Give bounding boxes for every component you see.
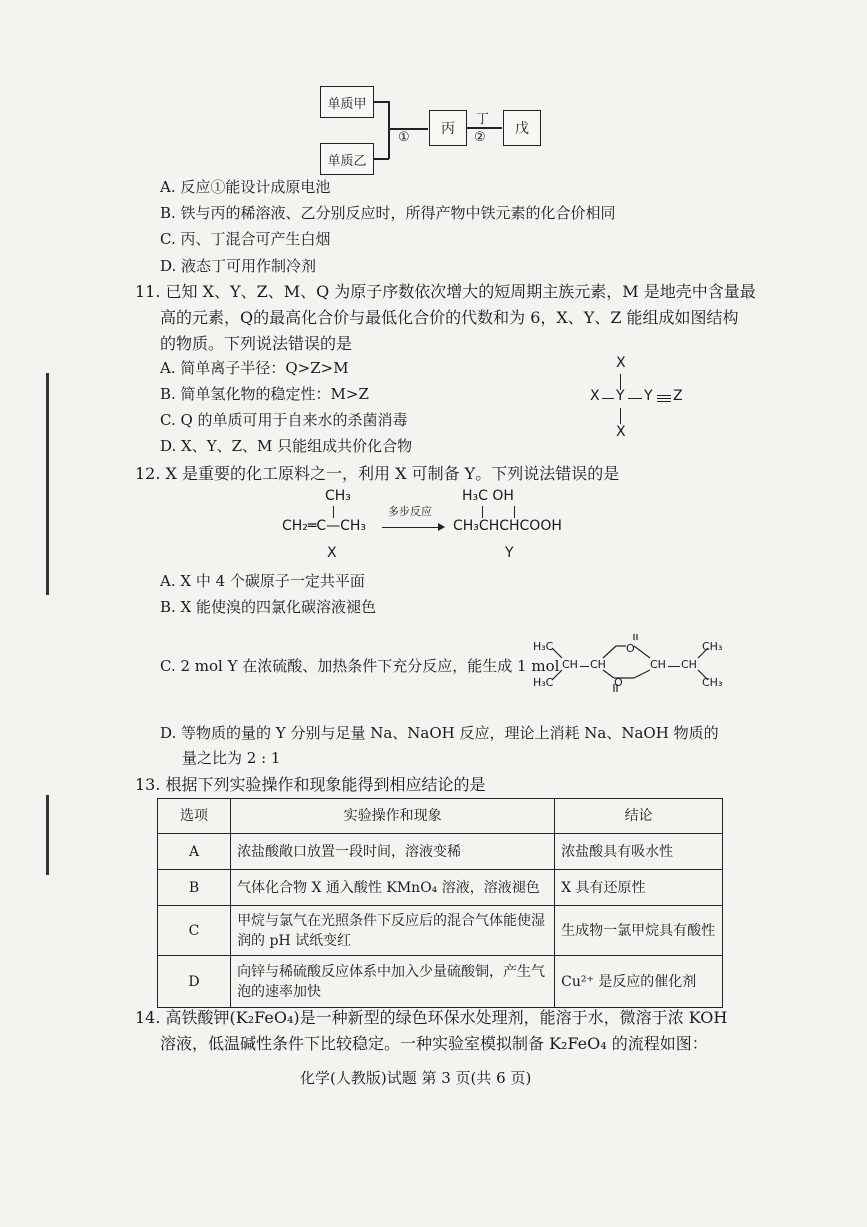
cell-operation: 甲烷与氯气在光照条件下反应后的混合气体能使湿润的 pH 试纸变红 (231, 906, 555, 956)
cell-conclusion: 浓盐酸具有吸水性 (555, 834, 723, 870)
connector (466, 127, 502, 129)
q11-option-c: C. Q 的单质可用于自来水的杀菌消毒 (160, 411, 408, 429)
header-operation: 实验操作和现象 (231, 799, 555, 834)
table-row (158, 870, 723, 906)
reaction-arrow (382, 527, 442, 528)
ring-methyl: CH₃ (702, 640, 723, 653)
atom-z: Z (673, 388, 683, 404)
atom-x-bottom: X (616, 424, 626, 440)
bond (482, 506, 483, 518)
bond (602, 398, 614, 399)
cell-operation: 浓盐酸敞口放置一段时间，溶液变稀 (231, 834, 555, 870)
box-compound-e: 戊 (503, 110, 541, 146)
step-2-label: ② (474, 130, 486, 145)
table-row (158, 834, 723, 870)
cell-option: D (158, 956, 231, 1008)
ring-ch: CH (590, 658, 606, 671)
table-row (158, 956, 723, 1008)
arrow-label: 多步反应 (388, 505, 432, 518)
cell-operation: 气体化合物 X 通入酸性 KMnO₄ 溶液，溶液褪色 (231, 870, 555, 906)
cell-option: A (158, 834, 231, 870)
atom-x-top: X (616, 355, 626, 371)
y-label: Y (505, 545, 514, 561)
q13-stem: 13. 根据下列实验操作和现象能得到相应结论的是 (135, 775, 486, 794)
q11-stem-line-2: 高的元素，Q的最高化合价与最低化合价的代数和为 6，X、Y、Z 能组成如图结构 (160, 308, 739, 327)
ring-oxygen: O (626, 642, 635, 655)
binding-mark-2 (46, 795, 49, 875)
ring-oxygen: O (614, 676, 623, 689)
reagent-label: 丁 (476, 112, 490, 127)
bond (333, 506, 334, 518)
x-label: X (327, 545, 337, 561)
connector (373, 158, 389, 160)
ring-ch: CH (562, 658, 578, 671)
bond (628, 398, 642, 399)
binding-mark-1 (46, 373, 49, 595)
box-compound-c: 丙 (429, 110, 467, 146)
box-element-b: 单质乙 (320, 143, 374, 175)
ring-ch: CH (650, 658, 666, 671)
q10-option-b: B. 铁与丙的稀溶液、乙分别反应时，所得产物中铁元素的化合价相同 (160, 204, 616, 222)
ring-methyl: H₃C (533, 640, 554, 653)
q11-option-d: D. X、Y、Z、M 只能组成共价化合物 (160, 437, 413, 455)
triple-bond (657, 401, 671, 402)
triple-bond (657, 398, 671, 399)
triple-bond (657, 395, 671, 396)
ring-methyl: CH₃ (702, 676, 723, 689)
x-formula: CH₂═C—CH₃ (282, 518, 367, 534)
atom-y-2: Y (644, 388, 653, 404)
q10-option-c: C. 丙、丁混合可产生白烟 (160, 230, 331, 248)
q11-stem-line-1: 11. 已知 X、Y、Z、M、Q 为原子序数依次增大的短周期主族元素，M 是地壳中含量最 (135, 282, 756, 301)
experiment-table (157, 798, 723, 1008)
atom-x-left: X (590, 388, 600, 404)
table-row (158, 906, 723, 956)
bond (514, 506, 515, 518)
q12-stem: 12. X 是重要的化工原料之一，利用 X 可制备 Y。下列说法错误的是 (135, 464, 620, 483)
header-conclusion: 结论 (555, 799, 723, 834)
ring-ch: CH (681, 658, 697, 671)
table-header-row (158, 799, 723, 834)
header-option: 选项 (158, 799, 231, 834)
bond (620, 408, 621, 424)
q10-option-d: D. 液态丁可用作制冷剂 (160, 257, 317, 275)
cell-option: B (158, 870, 231, 906)
y-substituents: H₃C OH (462, 488, 514, 504)
q12-option-b: B. X 能使溴的四氯化碳溶液褪色 (160, 598, 377, 616)
q11-stem-line-3: 的物质。下列说法错误的是 (160, 334, 353, 353)
connector (373, 101, 389, 103)
q14-line-1: 14. 高铁酸钾(K₂FeO₄)是一种新型的绿色环保水处理剂，能溶于水，微溶于浓 KOH (135, 1008, 728, 1027)
q12-option-c: C. 2 mol Y 在浓硫酸、加热条件下充分反应，能生成 1 mol (160, 657, 560, 675)
cell-conclusion: Cu²⁺ 是反应的催化剂 (555, 956, 723, 1008)
cell-operation: 向锌与稀硫酸反应体系中加入少量硫酸铜，产生气泡的速率加快 (231, 956, 555, 1008)
cell-option: C (158, 906, 231, 956)
q10-option-a: A. 反应①能设计成原电池 (160, 178, 331, 196)
page-footer: 化学(人教版)试题 第 3 页(共 6 页) (300, 1069, 532, 1087)
cell-conclusion: X 具有还原性 (555, 870, 723, 906)
atom-y-1: Y (616, 388, 625, 404)
q12-option-d-line-2: 量之比为 2 : 1 (182, 749, 281, 767)
y-formula: CH₃CHCHCOOH (453, 518, 562, 534)
step-1-label: ① (398, 130, 410, 145)
q12-option-d-line-1: D. 等物质的量的 Y 分别与足量 Na、NaOH 反应，理论上消耗 Na、NaOH 物质的 (160, 724, 719, 742)
cell-conclusion: 生成物一氯甲烷具有酸性 (555, 906, 723, 956)
q14-line-2: 溶液，低温碱性条件下比较稳定。一种实验室模拟制备 K₂FeO₄ 的流程如图： (160, 1034, 708, 1053)
ring-bonds (530, 620, 730, 700)
arrow-head-icon (438, 523, 445, 531)
x-methyl: CH₃ (325, 488, 351, 504)
q11-option-a: A. 简单离子半径：Q>Z>M (160, 359, 349, 377)
q12-option-a: A. X 中 4 个碳原子一定共平面 (160, 572, 365, 590)
box-element-a: 单质甲 (320, 86, 374, 118)
ring-methyl: H₃C (533, 676, 554, 689)
q11-option-b: B. 简单氢化物的稳定性：M>Z (160, 385, 369, 403)
connector (388, 101, 390, 159)
